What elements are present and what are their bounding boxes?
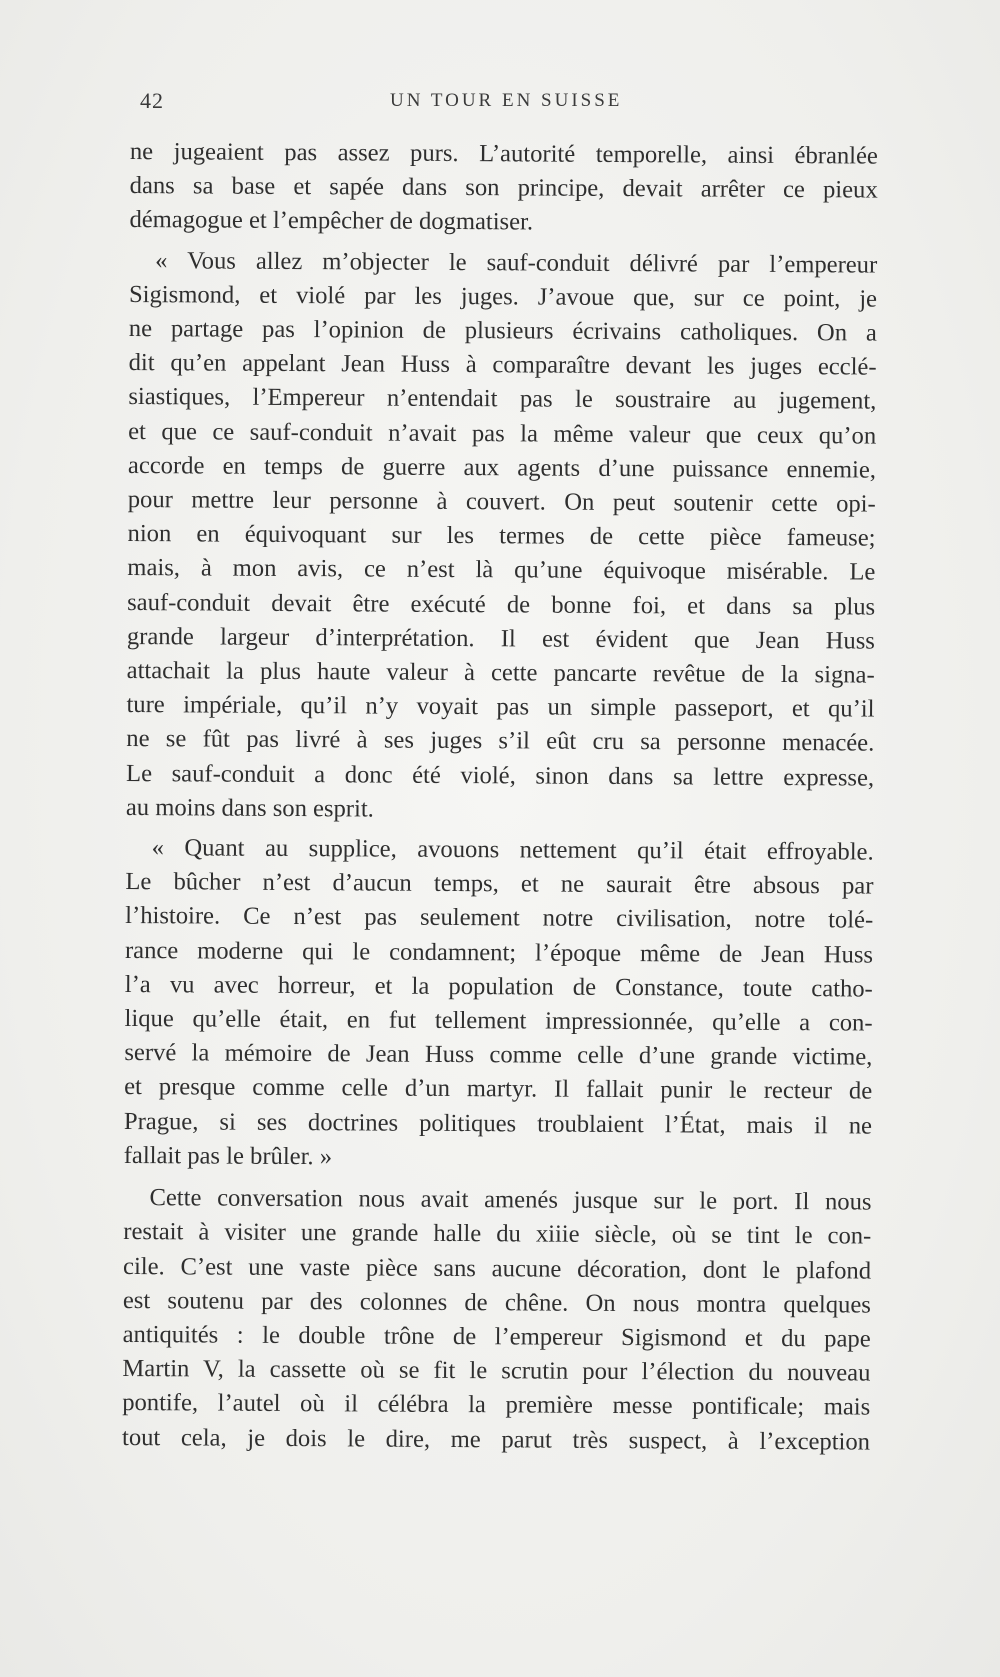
text-line: tout cela, je dois le dire, me parut très suspect, à l’exception <box>121 1423 871 1456</box>
text-line: est soutenu par des colonnes de chêne. On nous montra quelques <box>122 1286 871 1319</box>
text-line: Martin V, la cassette où se fit le scrutin pour l’élection du nouveau <box>122 1355 871 1387</box>
text-line: Prague, si ses doctrines politiques troublaient l’État, mais il ne <box>123 1107 873 1140</box>
text-line: sauf-conduit devait être exécuté de bonne foi, et dans sa plus <box>127 588 876 621</box>
text-line: accorde en temps de guerre aux agents d’une puissance ennemie, <box>127 451 877 484</box>
text-line: et presque comme celle d’un martyr. Il fallait punir le recteur de <box>124 1073 873 1106</box>
text-line: l’a vu avec horreur, et la population de Constance, toute catho- <box>124 970 873 1003</box>
text-line: ne jugeaient pas assez purs. L’autorité temporelle, ainsi ébranlée <box>129 137 878 170</box>
text-line: l’histoire. Ce n’est pas seulement notre civilisation, notre tolé- <box>125 902 874 935</box>
text-line: ture impériale, qu’il n’y voyait pas un simple passeport, et qu’il <box>126 691 875 723</box>
text-line: « Quant au supplice, avouons nettement qu’il était effroyable. <box>151 834 874 866</box>
text-line: Le bûcher n’est d’aucun temps, et ne saurait être absous par <box>125 868 874 900</box>
page-number: 42 <box>140 88 164 113</box>
text-line: servé la mémoire de Jean Huss comme celle d’une grande victime, <box>124 1039 873 1071</box>
text-line: au moins dans son esprit. <box>125 793 374 823</box>
text-line: Le sauf-conduit a donc été violé, sinon dans sa lettre expresse, <box>126 759 875 792</box>
text-line: restait à visiter une grande halle du xiiie siècle, où se tint le con- <box>123 1218 872 1250</box>
text-line: rance moderne qui le condamnent; l’époque même de Jean Huss <box>124 936 874 969</box>
text-line: pontife, l’autel où il célébra la première messe pontificale; mais <box>122 1389 871 1421</box>
text-line: fallait pas le brûler. » <box>123 1141 333 1171</box>
body-text <box>122 135 878 1459</box>
text-line: Cette conversation nous avait amenés jusque sur le port. Il nous <box>149 1184 872 1216</box>
text-line: dit qu’en appelant Jean Huss à comparaître devant les juges ecclé- <box>128 349 877 381</box>
text-line: et que ce sauf-conduit n’avait pas la même valeur que ceux qu’on <box>128 417 877 450</box>
text-line: Sigismond, et violé par les juges. J’avoue que, sur ce point, je <box>128 280 878 313</box>
text-line: ne se fût pas livré à ses juges s’il eût cru sa personne menacée. <box>126 725 875 758</box>
running-title: UN TOUR EN SUISSE <box>390 90 623 111</box>
text-line: « Vous allez m’objecter le sauf-conduit délivré par l’empereur <box>155 246 878 279</box>
text-line: siastiques, l’Empereur n’entendait pas le soustraire au jugement, <box>128 383 877 415</box>
text-line: cile. C’est une vaste pièce sans aucune décoration, dont le plafond <box>123 1252 872 1285</box>
text-line: mais, à mon avis, ce n’est là qu’une équivoque misérable. Le <box>127 554 876 586</box>
text-line: ne partage pas l’opinion de plusieurs écrivains catholiques. On a <box>128 315 877 347</box>
text-line: antiquités : le double trône de l’empereur Sigismond et du pape <box>122 1320 871 1353</box>
text-line: dans sa base et sapée dans son principe, devait arrêter ce pieux <box>129 172 878 204</box>
text-line: grande largeur d’interprétation. Il est évident que Jean Huss <box>126 622 876 655</box>
page-header <box>140 88 880 118</box>
text-line: attachait la plus haute valeur à cette pancarte revêtue de la signa- <box>126 657 875 689</box>
text-line: nion en équivoquant sur les termes de cette pièce fameuse; <box>127 520 876 552</box>
text-line: pour mettre leur personne à couvert. On peut soutenir cette opi- <box>127 486 876 518</box>
text-line: démagogue et l’empêcher de dogmatiser. <box>129 206 534 236</box>
text-line: lique qu’elle était, en fut tellement impressionnée, qu’elle a con- <box>124 1005 873 1037</box>
